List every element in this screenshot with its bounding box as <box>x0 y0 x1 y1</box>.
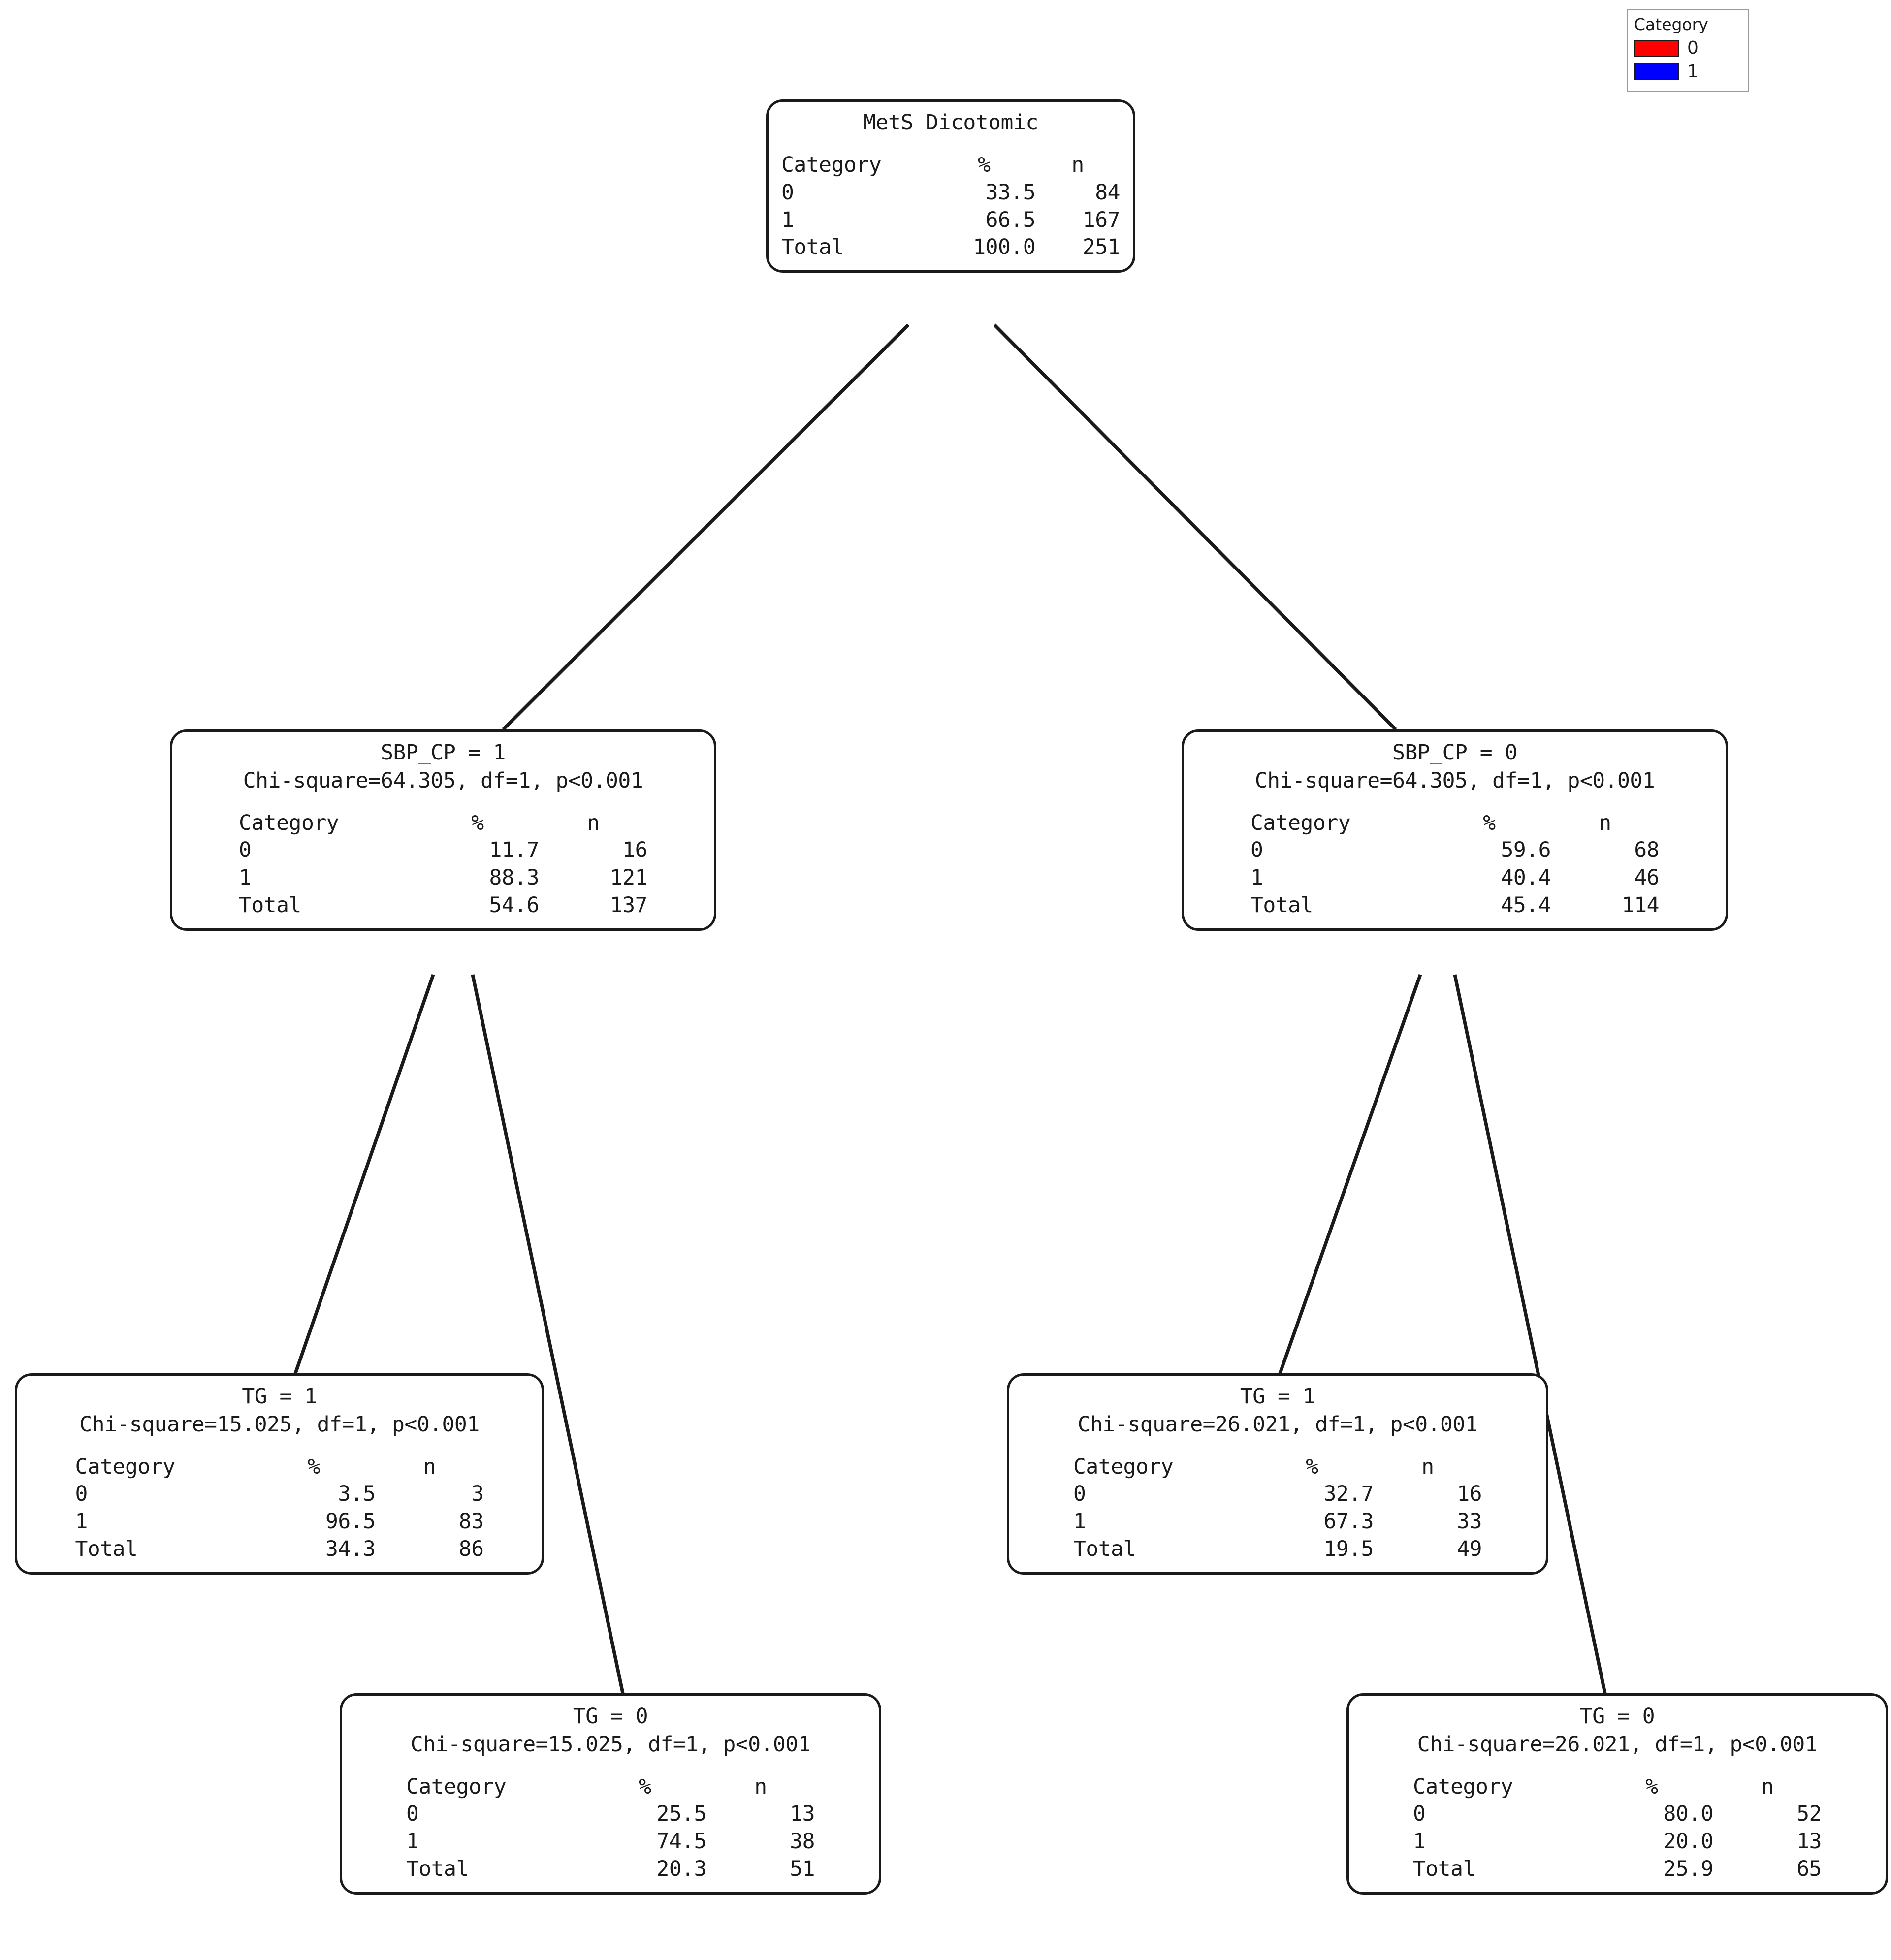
table-row: 0 25.5 13 <box>406 1802 815 1827</box>
header-n: n <box>587 810 600 835</box>
table-header-row <box>239 810 647 837</box>
header-category: Category <box>1073 1454 1174 1479</box>
table-row: 1 20.0 13 <box>1413 1829 1822 1854</box>
node-stats-table <box>75 1454 484 1564</box>
node-subtitle: Chi-square=15.025, df=1, p<0.001 <box>410 1732 811 1757</box>
edge-root-to-sbp1 <box>503 325 908 729</box>
node-subtitle: Chi-square=26.021, df=1, p<0.001 <box>1077 1412 1478 1437</box>
header-category: Category <box>1250 810 1351 835</box>
table-row: Total 25.9 65 <box>1413 1857 1822 1882</box>
header-percent: % <box>307 1454 321 1479</box>
node-subtitle: Chi-square=64.305, df=1, p<0.001 <box>1254 768 1655 793</box>
tree-node-sbp-cp-0[interactable] <box>1182 729 1728 931</box>
node-stats-table <box>1413 1773 1822 1884</box>
node-title: MetS Dicotomic <box>863 110 1038 135</box>
node-title: SBP_CP = 0 <box>1392 740 1517 765</box>
header-category: Category <box>781 152 882 177</box>
header-percent: % <box>639 1774 651 1799</box>
node-title: SBP_CP = 1 <box>381 740 506 765</box>
table-row: 0 32.7 16 <box>1073 1482 1482 1507</box>
table-header-row <box>406 1773 815 1801</box>
table-row: 1 88.3 121 <box>239 865 647 890</box>
edge-sbp0-to-tg0right <box>1455 975 1605 1693</box>
tree-node-tg-1-left[interactable] <box>15 1373 544 1575</box>
legend <box>1627 9 1749 92</box>
node-title: TG = 1 <box>242 1384 317 1409</box>
legend-label: 0 <box>1687 38 1699 58</box>
node-title: TG = 1 <box>1240 1384 1315 1409</box>
table-row: 1 66.5 167 <box>781 207 1120 232</box>
table-row: Total 20.3 51 <box>406 1857 815 1882</box>
table-header-row <box>1413 1773 1822 1801</box>
edge-sbp1-to-tg1left <box>295 975 433 1373</box>
table-row: 0 11.7 16 <box>239 838 647 863</box>
table-row: 0 80.0 52 <box>1413 1802 1822 1827</box>
header-percent: % <box>1645 1774 1658 1799</box>
node-title: TG = 0 <box>1579 1704 1655 1729</box>
table-row: 1 74.5 38 <box>406 1829 815 1854</box>
table-row: Total 34.3 86 <box>75 1537 484 1562</box>
tree-node-tg-1-right[interactable] <box>1007 1373 1548 1575</box>
header-percent: % <box>978 152 991 177</box>
header-percent: % <box>1306 1454 1318 1479</box>
header-n: n <box>1421 1454 1434 1479</box>
header-n: n <box>423 1454 436 1479</box>
node-stats-table <box>781 152 1120 262</box>
header-n: n <box>1761 1774 1774 1799</box>
tree-node-root[interactable] <box>766 99 1135 273</box>
header-category: Category <box>239 810 339 835</box>
node-stats-table <box>1250 810 1659 920</box>
tree-node-sbp-cp-1[interactable] <box>170 729 716 931</box>
header-n: n <box>1599 810 1611 835</box>
table-row: 1 96.5 83 <box>75 1509 484 1534</box>
legend-swatch-icon <box>1634 63 1679 80</box>
node-subtitle: Chi-square=26.021, df=1, p<0.001 <box>1417 1732 1818 1757</box>
node-stats-table <box>406 1773 815 1884</box>
header-category: Category <box>406 1774 507 1799</box>
edge-sbp0-to-tg1right <box>1280 975 1420 1373</box>
table-header-row <box>75 1454 484 1481</box>
header-n: n <box>1071 152 1084 177</box>
table-row: 0 59.6 68 <box>1250 838 1659 863</box>
table-row: Total 19.5 49 <box>1073 1537 1482 1562</box>
table-row: Total 45.4 114 <box>1250 893 1659 918</box>
table-row: 1 67.3 33 <box>1073 1509 1482 1534</box>
header-category: Category <box>75 1454 175 1479</box>
header-percent: % <box>471 810 484 835</box>
node-title: TG = 0 <box>573 1704 648 1729</box>
node-stats-table <box>239 810 647 920</box>
table-row: 0 33.5 84 <box>781 180 1120 205</box>
tree-node-tg-0-right[interactable] <box>1346 1693 1888 1895</box>
table-row: Total 54.6 137 <box>239 893 647 918</box>
table-row: 1 40.4 46 <box>1250 865 1659 890</box>
node-stats-table <box>1073 1454 1482 1564</box>
edge-root-to-sbp0 <box>994 325 1396 729</box>
legend-title: Category <box>1634 15 1708 34</box>
table-row: Total 100.0 251 <box>781 235 1120 260</box>
header-percent: % <box>1483 810 1496 835</box>
table-row: 0 3.5 3 <box>75 1482 484 1507</box>
table-header-row <box>1250 810 1659 837</box>
header-category: Category <box>1413 1774 1513 1799</box>
table-header-row <box>781 152 1120 179</box>
node-subtitle: Chi-square=64.305, df=1, p<0.001 <box>243 768 643 793</box>
legend-label: 1 <box>1687 62 1699 82</box>
edge-sbp1-to-tg0left <box>473 975 623 1693</box>
legend-item-0 <box>1634 38 1742 58</box>
table-header-row <box>1073 1454 1482 1481</box>
header-n: n <box>754 1774 767 1799</box>
tree-node-tg-0-left[interactable] <box>340 1693 881 1895</box>
legend-swatch-icon <box>1634 40 1679 57</box>
node-subtitle: Chi-square=15.025, df=1, p<0.001 <box>79 1412 480 1437</box>
legend-item-1 <box>1634 62 1742 82</box>
